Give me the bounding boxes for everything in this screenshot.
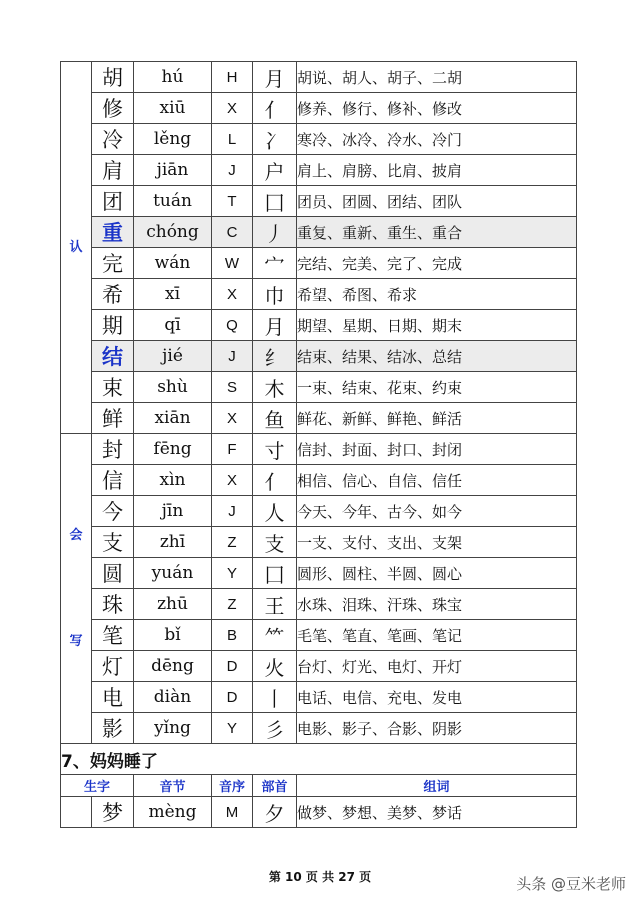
radical-cell: 月: [253, 310, 297, 341]
character-cell: 鲜: [92, 403, 134, 434]
table-row: [61, 651, 577, 682]
table-row: [61, 496, 577, 527]
words-cell: 肩上、肩膀、比肩、披肩: [297, 155, 577, 186]
words-cell: 希望、希图、希求: [297, 279, 577, 310]
initial-cell: M: [212, 797, 253, 828]
radical-cell: 丨: [253, 682, 297, 713]
initial-cell: L: [212, 124, 253, 155]
words-cell: 鲜花、新鲜、鲜艳、鲜活: [297, 403, 577, 434]
pinyin-cell: zhī: [134, 527, 212, 558]
header-initial: 音序: [212, 775, 253, 797]
initial-cell: C: [212, 217, 253, 248]
table-row: [61, 527, 577, 558]
table-row: [61, 155, 577, 186]
character-cell: 束: [92, 372, 134, 403]
radical-cell: 纟: [253, 341, 297, 372]
character-cell: 信: [92, 465, 134, 496]
words-cell: 水珠、泪珠、汗珠、珠宝: [297, 589, 577, 620]
watermark: 头条 @豆米老师: [516, 875, 626, 893]
words-cell: 团员、团圆、团结、团队: [297, 186, 577, 217]
initial-cell: B: [212, 620, 253, 651]
words-cell: 期望、星期、日期、期末: [297, 310, 577, 341]
initial-cell: Y: [212, 558, 253, 589]
table-row: [61, 620, 577, 651]
radical-cell: 人: [253, 496, 297, 527]
character-cell: 电: [92, 682, 134, 713]
character-cell: 封: [92, 434, 134, 465]
radical-cell: 火: [253, 651, 297, 682]
pinyin-cell: jīn: [134, 496, 212, 527]
words-cell: 毛笔、笔直、笔画、笔记: [297, 620, 577, 651]
pinyin-cell: yǐng: [134, 713, 212, 744]
radical-cell: 亻: [253, 465, 297, 496]
radical-cell: 丿: [253, 217, 297, 248]
pinyin-cell: hú: [134, 62, 212, 93]
radical-cell: 月: [253, 62, 297, 93]
words-cell: 今天、今年、古今、如今: [297, 496, 577, 527]
character-cell: 今: [92, 496, 134, 527]
words-cell: 一支、支付、支出、支架: [297, 527, 577, 558]
character-cell: 圆: [92, 558, 134, 589]
vocabulary-table: [60, 61, 577, 828]
character-cell: 期: [92, 310, 134, 341]
table-row: [61, 797, 577, 828]
character-cell: 团: [92, 186, 134, 217]
character-cell: 重: [92, 217, 134, 248]
character-cell: 笔: [92, 620, 134, 651]
category-cell: [61, 797, 92, 828]
header-character: 生字: [61, 775, 134, 797]
initial-cell: X: [212, 93, 253, 124]
radical-cell: 宀: [253, 248, 297, 279]
initial-cell: X: [212, 279, 253, 310]
initial-cell: D: [212, 651, 253, 682]
initial-cell: Y: [212, 713, 253, 744]
category-label: 写: [69, 633, 83, 649]
initial-cell: Z: [212, 589, 253, 620]
radical-cell: 彡: [253, 713, 297, 744]
character-cell: 梦: [92, 797, 134, 828]
category-label: 会: [69, 527, 83, 543]
radical-cell: 夕: [253, 797, 297, 828]
table-row: [61, 589, 577, 620]
words-cell: 完结、完美、完了、完成: [297, 248, 577, 279]
table-row: [61, 310, 577, 341]
header-radical: 部首: [253, 775, 297, 797]
pinyin-cell: diàn: [134, 682, 212, 713]
radical-cell: 囗: [253, 558, 297, 589]
table-row: [61, 93, 577, 124]
initial-cell: X: [212, 403, 253, 434]
initial-cell: H: [212, 62, 253, 93]
pinyin-cell: qī: [134, 310, 212, 341]
character-cell: 修: [92, 93, 134, 124]
character-cell: 结: [92, 341, 134, 372]
words-cell: 电影、影子、合影、阴影: [297, 713, 577, 744]
initial-cell: T: [212, 186, 253, 217]
words-cell: 信封、封面、封口、封闭: [297, 434, 577, 465]
table-row: [61, 217, 577, 248]
words-cell: 台灯、灯光、电灯、开灯: [297, 651, 577, 682]
radical-cell: 支: [253, 527, 297, 558]
radical-cell: 囗: [253, 186, 297, 217]
initial-cell: W: [212, 248, 253, 279]
initial-cell: J: [212, 155, 253, 186]
header-row: [61, 775, 577, 797]
pinyin-cell: xiān: [134, 403, 212, 434]
initial-cell: X: [212, 465, 253, 496]
pinyin-cell: wán: [134, 248, 212, 279]
category-label: 认: [69, 239, 83, 255]
words-cell: 相信、信心、自信、信任: [297, 465, 577, 496]
pinyin-cell: tuán: [134, 186, 212, 217]
initial-cell: D: [212, 682, 253, 713]
table-row: [61, 403, 577, 434]
words-cell: 胡说、胡人、胡子、二胡: [297, 62, 577, 93]
words-cell: 寒冷、冰冷、冷水、冷门: [297, 124, 577, 155]
radical-cell: ⺮: [253, 620, 297, 651]
category-cell: [61, 434, 92, 744]
initial-cell: Z: [212, 527, 253, 558]
radical-cell: 王: [253, 589, 297, 620]
character-cell: 胡: [92, 62, 134, 93]
header-pinyin: 音节: [134, 775, 212, 797]
table-row: [61, 682, 577, 713]
character-cell: 希: [92, 279, 134, 310]
pinyin-cell: shù: [134, 372, 212, 403]
lesson-title: 7、妈妈睡了: [61, 744, 577, 775]
pinyin-cell: jié: [134, 341, 212, 372]
initial-cell: J: [212, 341, 253, 372]
pinyin-cell: xī: [134, 279, 212, 310]
table-row: [61, 558, 577, 589]
vocabulary-sheet: [60, 61, 576, 828]
pinyin-cell: fēng: [134, 434, 212, 465]
table-row: [61, 62, 577, 93]
character-cell: 完: [92, 248, 134, 279]
table-row: [61, 248, 577, 279]
table-row: [61, 341, 577, 372]
initial-cell: J: [212, 496, 253, 527]
words-cell: 一束、结束、花束、约束: [297, 372, 577, 403]
character-cell: 影: [92, 713, 134, 744]
character-cell: 支: [92, 527, 134, 558]
radical-cell: 冫: [253, 124, 297, 155]
words-cell: 重复、重新、重生、重合: [297, 217, 577, 248]
words-cell: 修养、修行、修补、修改: [297, 93, 577, 124]
pinyin-cell: lěng: [134, 124, 212, 155]
words-cell: 做梦、梦想、美梦、梦话: [297, 797, 577, 828]
pinyin-cell: xìn: [134, 465, 212, 496]
table-row: [61, 434, 577, 465]
table-row: [61, 713, 577, 744]
initial-cell: F: [212, 434, 253, 465]
pinyin-cell: xiū: [134, 93, 212, 124]
pinyin-cell: mèng: [134, 797, 212, 828]
pinyin-cell: jiān: [134, 155, 212, 186]
radical-cell: 寸: [253, 434, 297, 465]
character-cell: 珠: [92, 589, 134, 620]
initial-cell: Q: [212, 310, 253, 341]
character-cell: 灯: [92, 651, 134, 682]
words-cell: 圆形、圆柱、半圆、圆心: [297, 558, 577, 589]
header-words: 组词: [297, 775, 577, 797]
radical-cell: 木: [253, 372, 297, 403]
character-cell: 肩: [92, 155, 134, 186]
category-cell: [61, 62, 92, 434]
table-row: [61, 279, 577, 310]
pinyin-cell: yuán: [134, 558, 212, 589]
radical-cell: 户: [253, 155, 297, 186]
pinyin-cell: bǐ: [134, 620, 212, 651]
radical-cell: 鱼: [253, 403, 297, 434]
table-row: [61, 372, 577, 403]
table-row: [61, 124, 577, 155]
pinyin-cell: chóng: [134, 217, 212, 248]
radical-cell: 亻: [253, 93, 297, 124]
words-cell: 结束、结果、结冰、总结: [297, 341, 577, 372]
lesson-title-row: [61, 744, 577, 775]
words-cell: 电话、电信、充电、发电: [297, 682, 577, 713]
radical-cell: 巾: [253, 279, 297, 310]
pinyin-cell: dēng: [134, 651, 212, 682]
character-cell: 冷: [92, 124, 134, 155]
page-number: 第 10 页 共 27 页: [268, 870, 372, 884]
table-row: [61, 186, 577, 217]
table-row: [61, 465, 577, 496]
pinyin-cell: zhū: [134, 589, 212, 620]
initial-cell: S: [212, 372, 253, 403]
